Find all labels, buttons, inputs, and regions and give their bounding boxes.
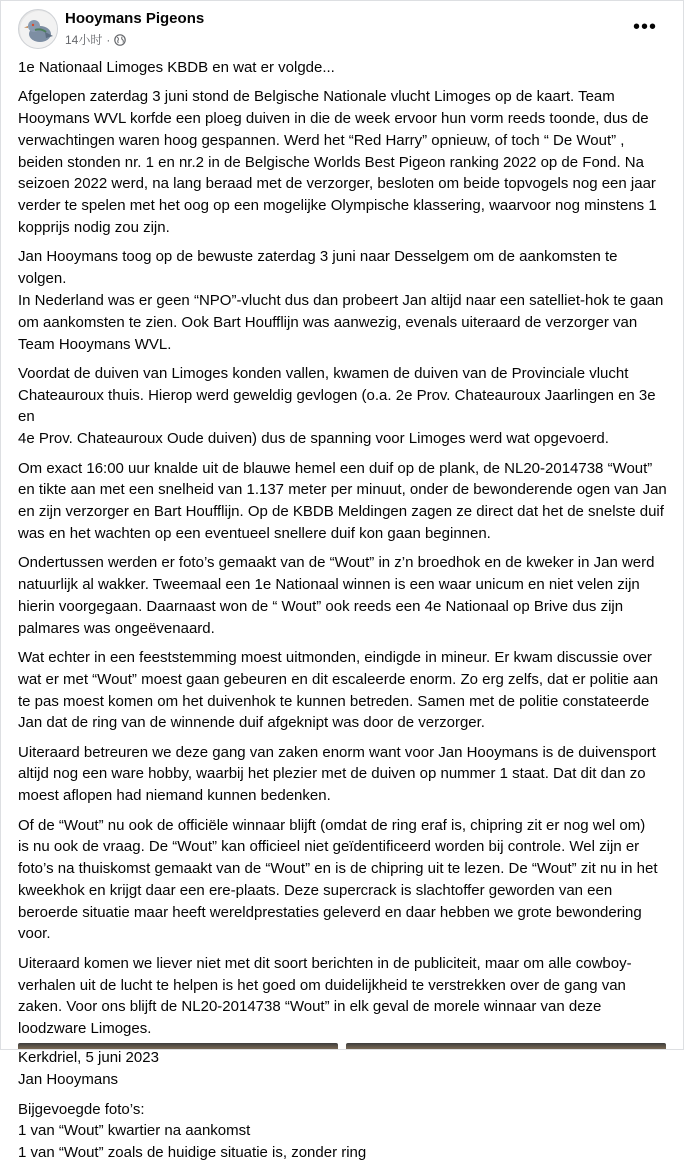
- post-text-line: Bijgevoegde foto’s:: [18, 1100, 145, 1118]
- post-text-line: en zijn verzorger en Bart Houfflijn. Op de KBDB Meldingen zagen ze direct dat het de snelste duif: [18, 503, 664, 521]
- attached-photos: [18, 1043, 666, 1049]
- post-text-line: kweekhok en krijgt daar een ere-plaats. Deze supercrack is slachtoffer geworden van een: [18, 881, 613, 899]
- globe-icon[interactable]: [114, 34, 126, 46]
- post-text-line: verwachtingen waren hoog gespannen. Werd het “Red Harry” opnieuw, of toch “ De Wout” ,: [18, 131, 625, 149]
- meta-separator: ·: [106, 32, 111, 47]
- post-text-line: In Nederland was er geen “NPO”-vlucht dus dan probeert Jan altijd naar een satelliet-hok te gaan: [18, 291, 664, 309]
- post-text-line: Om exact 16:00 uur knalde uit de blauwe hemel een duif op de plank, de NL20-2014738 “Wout”: [18, 459, 653, 477]
- post-text-line: 1 van “Wout” kwartier na aankomst: [18, 1122, 251, 1140]
- post-text-line: Uiteraard komen we liever niet met dit soort berichten in de publiciteit, maar om alle cowboy-: [18, 954, 632, 972]
- photo-thumbnail[interactable]: [346, 1043, 666, 1049]
- post-paragraph: [18, 363, 668, 450]
- more-options-icon[interactable]: •••: [632, 15, 657, 38]
- post-text-line: en tikte aan met een snelheid van 1.137 meter per minuut, onder de bewonderende ogen van Jan: [18, 481, 667, 499]
- post-text-line: Kerkdriel, 5 juni 2023: [18, 1049, 159, 1067]
- post-body: [18, 57, 668, 1171]
- post-paragraph: [18, 815, 668, 946]
- post-text-line: Chateauroux thuis. Hierop werd geweldig gevlogen (o.a. 2e Prov. Chateauroux Jaarlingen en 3e en: [18, 386, 656, 426]
- post-text-line: te pas moest komen om het duivenhok te kunnen betreden. Samen met de politie constateerde: [18, 692, 650, 710]
- post-paragraph: [18, 246, 668, 355]
- post-paragraph: [18, 647, 668, 734]
- post-meta: [65, 31, 126, 48]
- post-paragraph: [18, 552, 668, 639]
- post-text-line: Afgelopen zaterdag 3 juni stond de Belgische Nationale vlucht Limoges op de kaart. Team: [18, 88, 615, 106]
- post-text-line: wat er met “Wout” moest gaan gebeuren en dit escaleerde enorm. Zo erg zelfs, dat er politie aan: [18, 670, 659, 688]
- post-text-line: verder te spelen met het oog op een mogelijke Olympische klassering, waarvoor nog minstens 1: [18, 197, 657, 215]
- post-text-line: om aankomsten te zien. Ook Bart Houfflijn was aanwezig, evenals uiteraard de verzorger van: [18, 313, 638, 331]
- post-text-line: loodzware Limoges.: [18, 1020, 152, 1038]
- page-name-link[interactable]: Hooymans Pigeons: [65, 10, 205, 27]
- post-text-line: Jan Hooymans: [18, 1071, 119, 1089]
- post-timestamp[interactable]: 14小时: [65, 33, 103, 47]
- post-paragraph: [18, 742, 668, 807]
- post-text-line: hierin voorgegaan. Daarnaast won de “ Wout” ook reeds een 4e Nationaal op Brive dus zijn: [18, 597, 624, 615]
- post-paragraph: [18, 458, 668, 545]
- post-text-line: Ondertussen werden er foto’s gemaakt van de “Wout” in z’n broedhok en de kweker in Jan werd: [18, 554, 655, 572]
- post-text-line: seizoen 2022 werd, na lang beraad met de verzorger, besloten om beide topvogels nog een jaar: [18, 175, 656, 193]
- post-text-line: Voordat de duiven van Limoges konden vallen, kwamen de duiven van de Provinciale vlucht: [18, 364, 629, 382]
- page-avatar[interactable]: [18, 9, 58, 49]
- post-paragraph: [18, 86, 668, 239]
- photo-thumbnail[interactable]: [18, 1043, 338, 1049]
- post-text-line: voor.: [18, 925, 51, 943]
- post-text-line: moest aflopen had niemand kunnen bedenken.: [18, 787, 331, 805]
- post-text-line: Hooymans WVL korfde een ploeg duiven in die de week ervoor hun vorm reeds toonde, dus de: [18, 110, 649, 128]
- post-text-line: Jan Hooymans toog op de bewuste zaterdag 3 juni naar Desselgem om de aankomsten te volgen.: [18, 248, 618, 288]
- post-paragraph: [18, 57, 668, 79]
- post-text-line: beiden stonden nr. 1 en nr.2 in de Belgische Worlds Best Pigeon ranking 2022 op de Fond. Na: [18, 153, 644, 171]
- post-text-line: Team Hooymans WVL.: [18, 335, 172, 353]
- pigeon-logo-icon: [19, 10, 58, 49]
- post-text-line: beroerde situatie maar heeft wereldprestaties geleverd en daar hebben we grote bewondering: [18, 903, 642, 921]
- post-paragraph: [18, 953, 668, 1040]
- post-text-line: Jan dat de ring van de winnende duif afgeknipt was door de verzorger.: [18, 714, 485, 732]
- post-text-line: verhalen uit de lucht te helpen is het goed om duidelijkheid te verstrekken over de gang van: [18, 976, 626, 994]
- post-paragraph: [18, 1047, 668, 1091]
- post-text-line: 1e Nationaal Limoges KBDB en wat er volgde...: [18, 59, 335, 76]
- post-text-line: zaken. Voor ons blijft de NL20-2014738 “Wout” in elk geval de morele winnaar van deze: [18, 998, 602, 1016]
- post-text-line: natuurlijk al wakker. Tweemaal een 1e Nationaal winnen is een waar unicum en niet velen zijn: [18, 576, 640, 594]
- post-text-line: Wat echter in een feeststemming moest uitmonden, eindigde in mineur. Er kwam discussie over: [18, 648, 652, 666]
- post-text-line: altijd nog een ware hobby, waarbij het plezier met de duiven op nummer 1 staat. Dat dit dan zo: [18, 765, 646, 783]
- post-text-line: foto’s na thuiskomst gemaakt van de “Wout” en is de chipring uit te lezen. De “Wout” zit nu in het: [18, 860, 658, 878]
- post-text-line: Of de “Wout” nu ook de officiële winnaar blijft (omdat de ring eraf is, chipring zit er nog wel om): [18, 816, 646, 834]
- post-text-line: is nu ook de vraag. De “Wout” kan officieel niet geïdentificeerd worden bij controle. Wel zijn er: [18, 838, 640, 856]
- post-header: [1, 1, 683, 57]
- post-text-line: 4e Prov. Chateauroux Oude duiven) dus de spanning voor Limoges werd wat opgevoerd.: [18, 430, 609, 448]
- post-text-line: palmares was ongeëvenaard.: [18, 619, 215, 637]
- post-text-line: 1 van “Wout” zoals de huidige situatie is, zonder ring: [18, 1144, 367, 1162]
- post-text-line: Uiteraard betreuren we deze gang van zaken enorm want voor Jan Hooymans is de duivensport: [18, 743, 656, 761]
- post-text-line: kopprijs nodig zou zijn.: [18, 219, 170, 237]
- post-text-line: was en het wachten op een eventueel snellere duif kon gaan beginnen.: [18, 524, 491, 542]
- post-paragraph: [18, 1099, 668, 1164]
